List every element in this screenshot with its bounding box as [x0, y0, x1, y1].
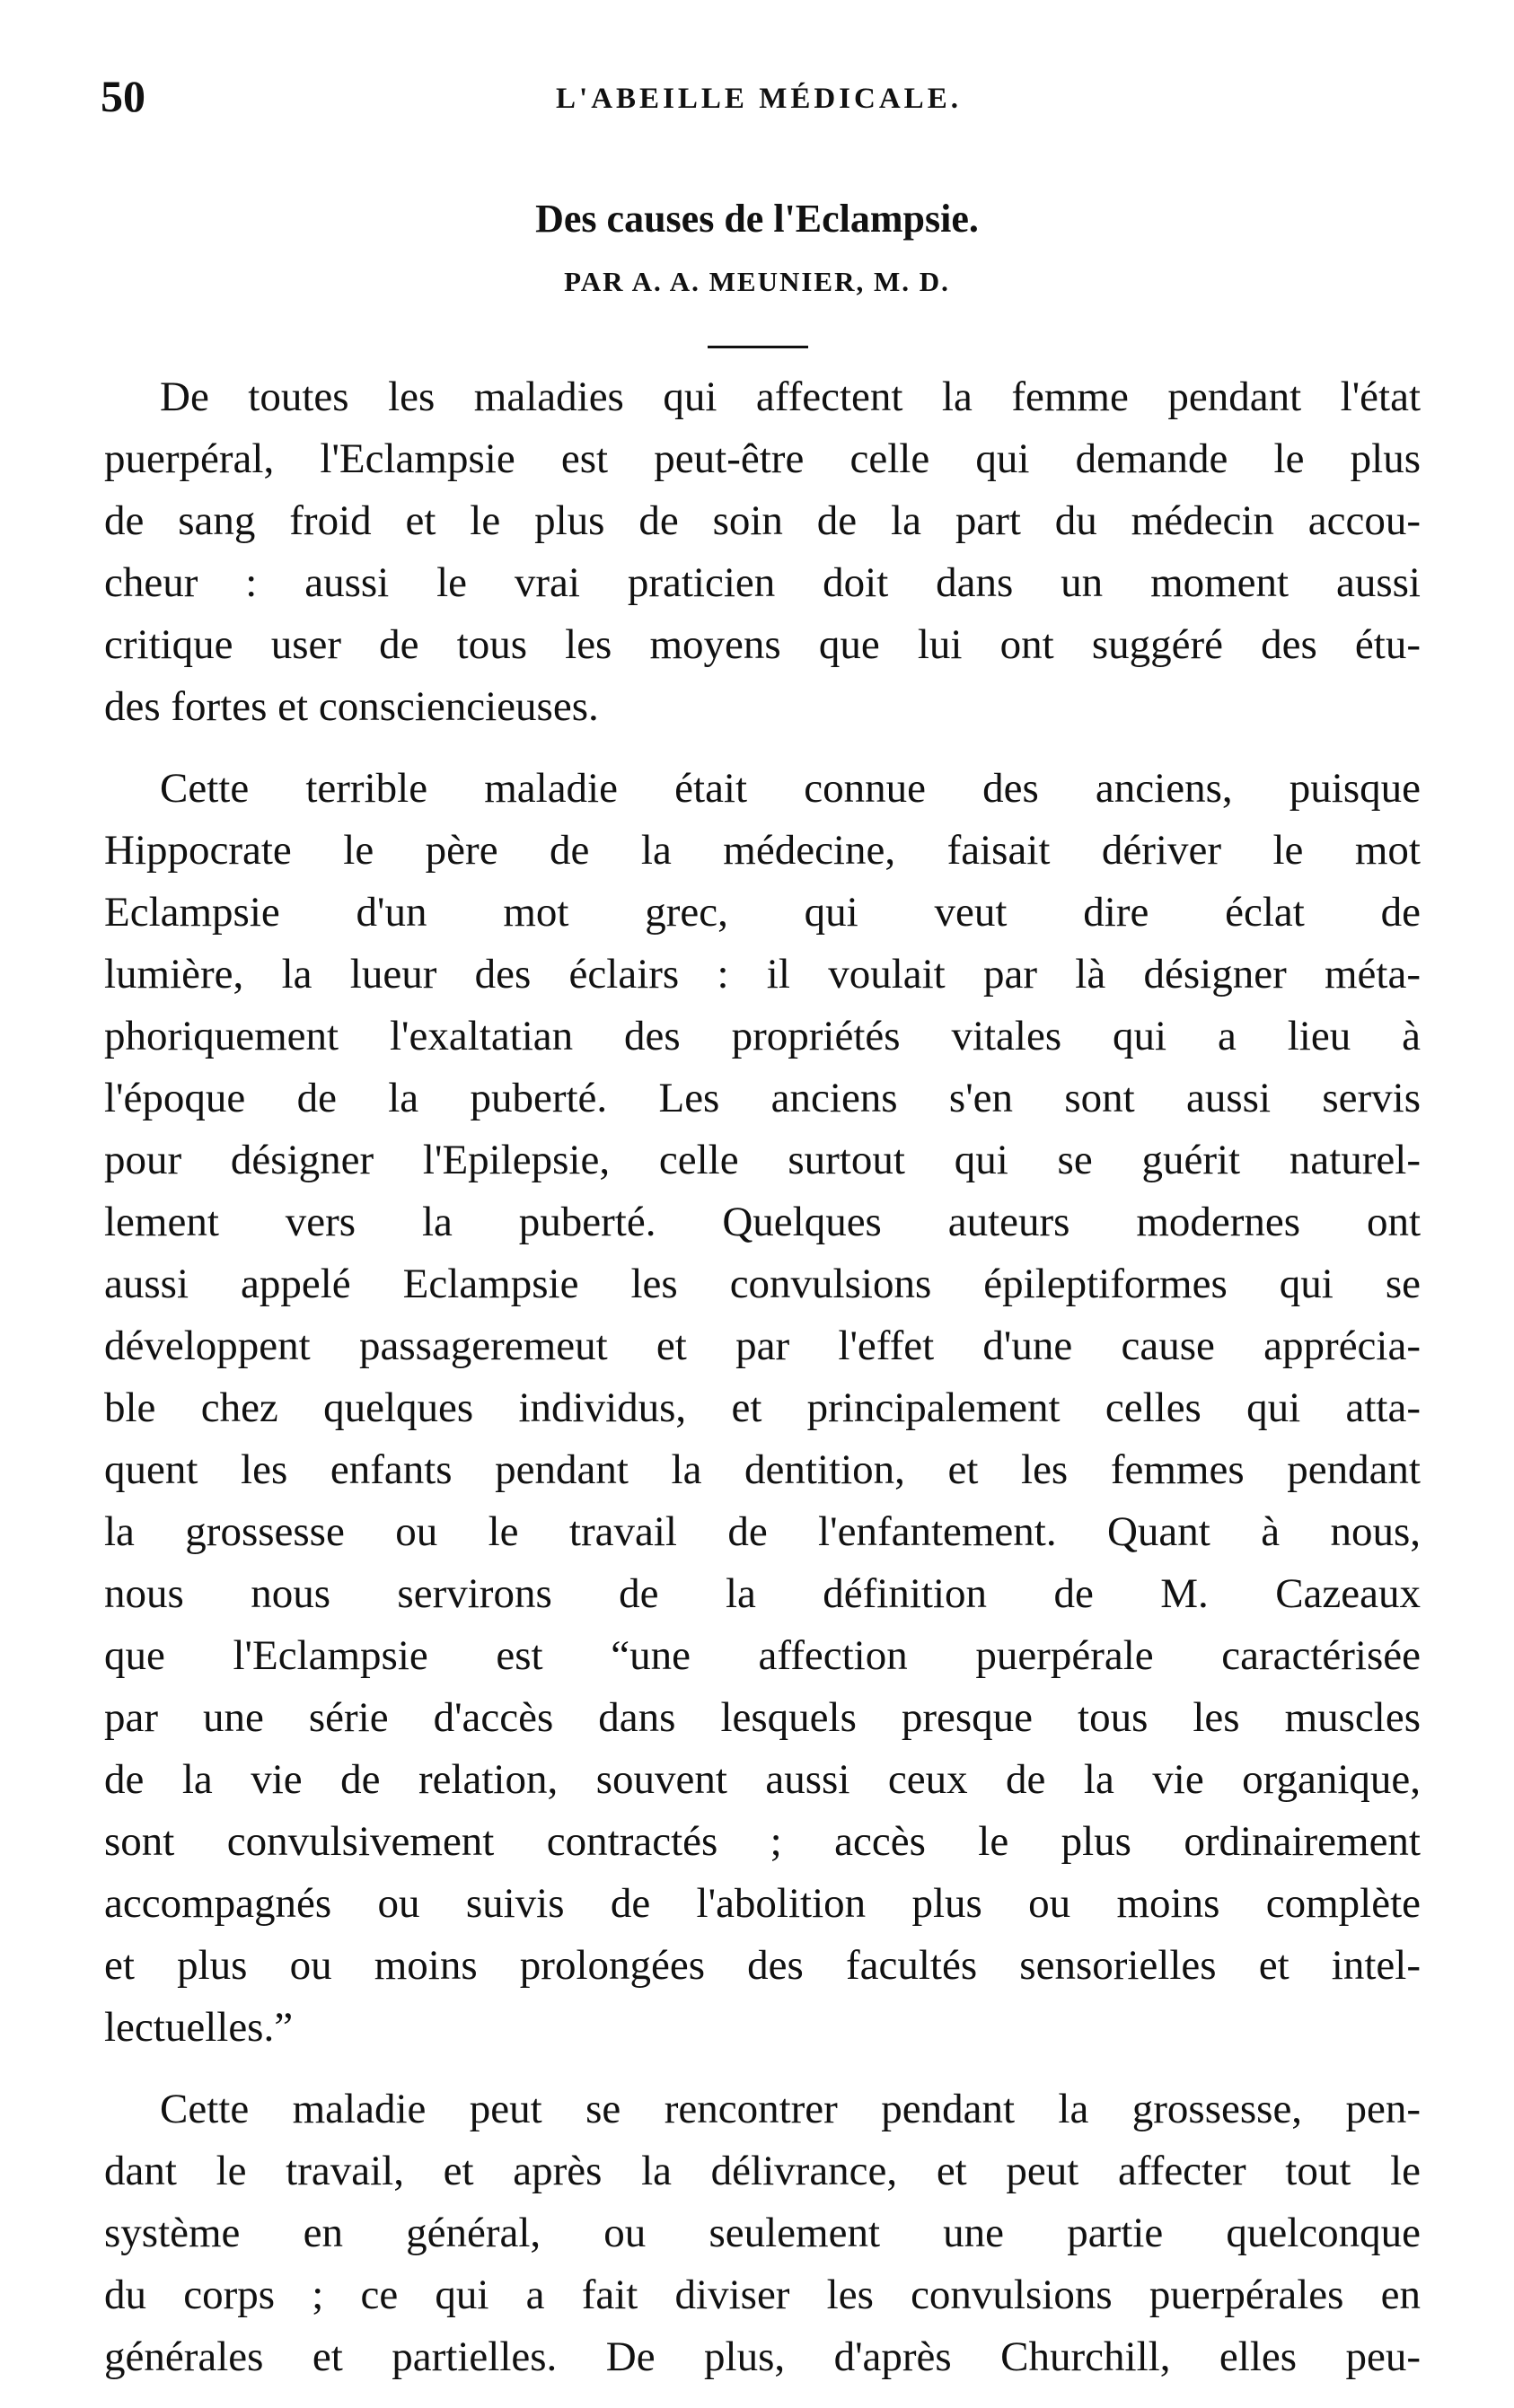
text-line: ble chez quelques individus, et principalement celles qui atta- [104, 1384, 1421, 1431]
text-line: lement vers la puberté. Quelques auteurs modernes ont [104, 1199, 1421, 1245]
paragraph-3 [104, 2078, 1421, 2388]
page-number: 50 [101, 71, 145, 121]
text-line: phoriquement l'exaltatian des propriétés vitales qui a lieu à [104, 1013, 1421, 1059]
text-line: Hippocrate le père de la médecine, faisait dériver le mot [104, 827, 1421, 874]
text-line: puerpéral, l'Eclampsie est peut-être celle qui demande le plus [104, 435, 1421, 482]
text-line: Cette terrible maladie était connue des anciens, puisque [160, 765, 1421, 812]
text-line: accompagnés ou suivis de l'abolition plus ou moins complète [104, 1880, 1421, 1927]
text-line: Eclampsie d'un mot grec, qui veut dire éclat de [104, 889, 1421, 936]
journal-title: L'ABEILLE MÉDICALE. [556, 83, 962, 115]
text-line: que l'Eclampsie est “une affection puerpérale caractérisée [104, 1632, 1421, 1679]
text-line: sont convulsivement contractés ; accès le plus ordinairement [104, 1818, 1421, 1865]
text-line: du corps ; ce qui a fait diviser les convulsions puerpérales en [104, 2272, 1421, 2318]
text-line: quent les enfants pendant la dentition, et les femmes pendant [104, 1446, 1421, 1493]
article-title: Des causes de l'Eclampsie. [535, 197, 979, 241]
text-line: Cette maladie peut se rencontrer pendant la grossesse, pen- [160, 2086, 1421, 2132]
text-line: l'époque de la puberté. Les anciens s'en sont aussi servis [104, 1075, 1421, 1121]
text-line: lumière, la lueur des éclairs : il voulait par là désigner méta- [104, 951, 1421, 997]
text-line: lectuelles.” [104, 2004, 294, 2051]
text-line: De toutes les maladies qui affectent la femme pendant l'état [160, 374, 1421, 420]
text-line: de la vie de relation, souvent aussi ceux de la vie organique, [104, 1756, 1421, 1803]
text-line: dant le travail, et après la délivrance, et peut affecter tout le [104, 2148, 1421, 2194]
text-line: la grossesse ou le travail de l'enfantement. Quant à nous, [104, 1508, 1421, 1555]
text-line: pour désigner l'Epilepsie, celle surtout qui se guérit naturel- [104, 1137, 1421, 1183]
text-line: par une série d'accès dans lesquels presque tous les muscles [104, 1694, 1421, 1741]
paragraph-2 [104, 758, 1421, 2059]
text-line: générales et partielles. De plus, d'après Churchill, elles peu- [104, 2333, 1421, 2380]
title-divider [708, 346, 808, 348]
text-line: cheur : aussi le vrai praticien doit dans un moment aussi [104, 559, 1421, 606]
text-line: aussi appelé Eclampsie les convulsions épileptiformes qui se [104, 1261, 1421, 1307]
text-line: critique user de tous les moyens que lui ont suggéré des étu- [104, 621, 1421, 668]
text-line: et plus ou moins prolongées des facultés sensorielles et intel- [104, 1942, 1421, 1989]
text-line: de sang froid et le plus de soin de la part du médecin accou- [104, 497, 1421, 544]
paragraph-1 [104, 366, 1421, 738]
article-body [104, 366, 1421, 2408]
text-line: des fortes et consciencieuses. [104, 683, 599, 730]
article-byline: PAR A. A. MEUNIER, M. D. [564, 266, 950, 297]
running-head [101, 70, 1417, 124]
text-line: nous nous servirons de la définition de M. Cazeaux [104, 1570, 1421, 1617]
text-line: système en général, ou seulement une partie quelconque [104, 2210, 1421, 2256]
text-line: développent passageremeut et par l'effet d'une cause apprécia- [104, 1323, 1421, 1369]
